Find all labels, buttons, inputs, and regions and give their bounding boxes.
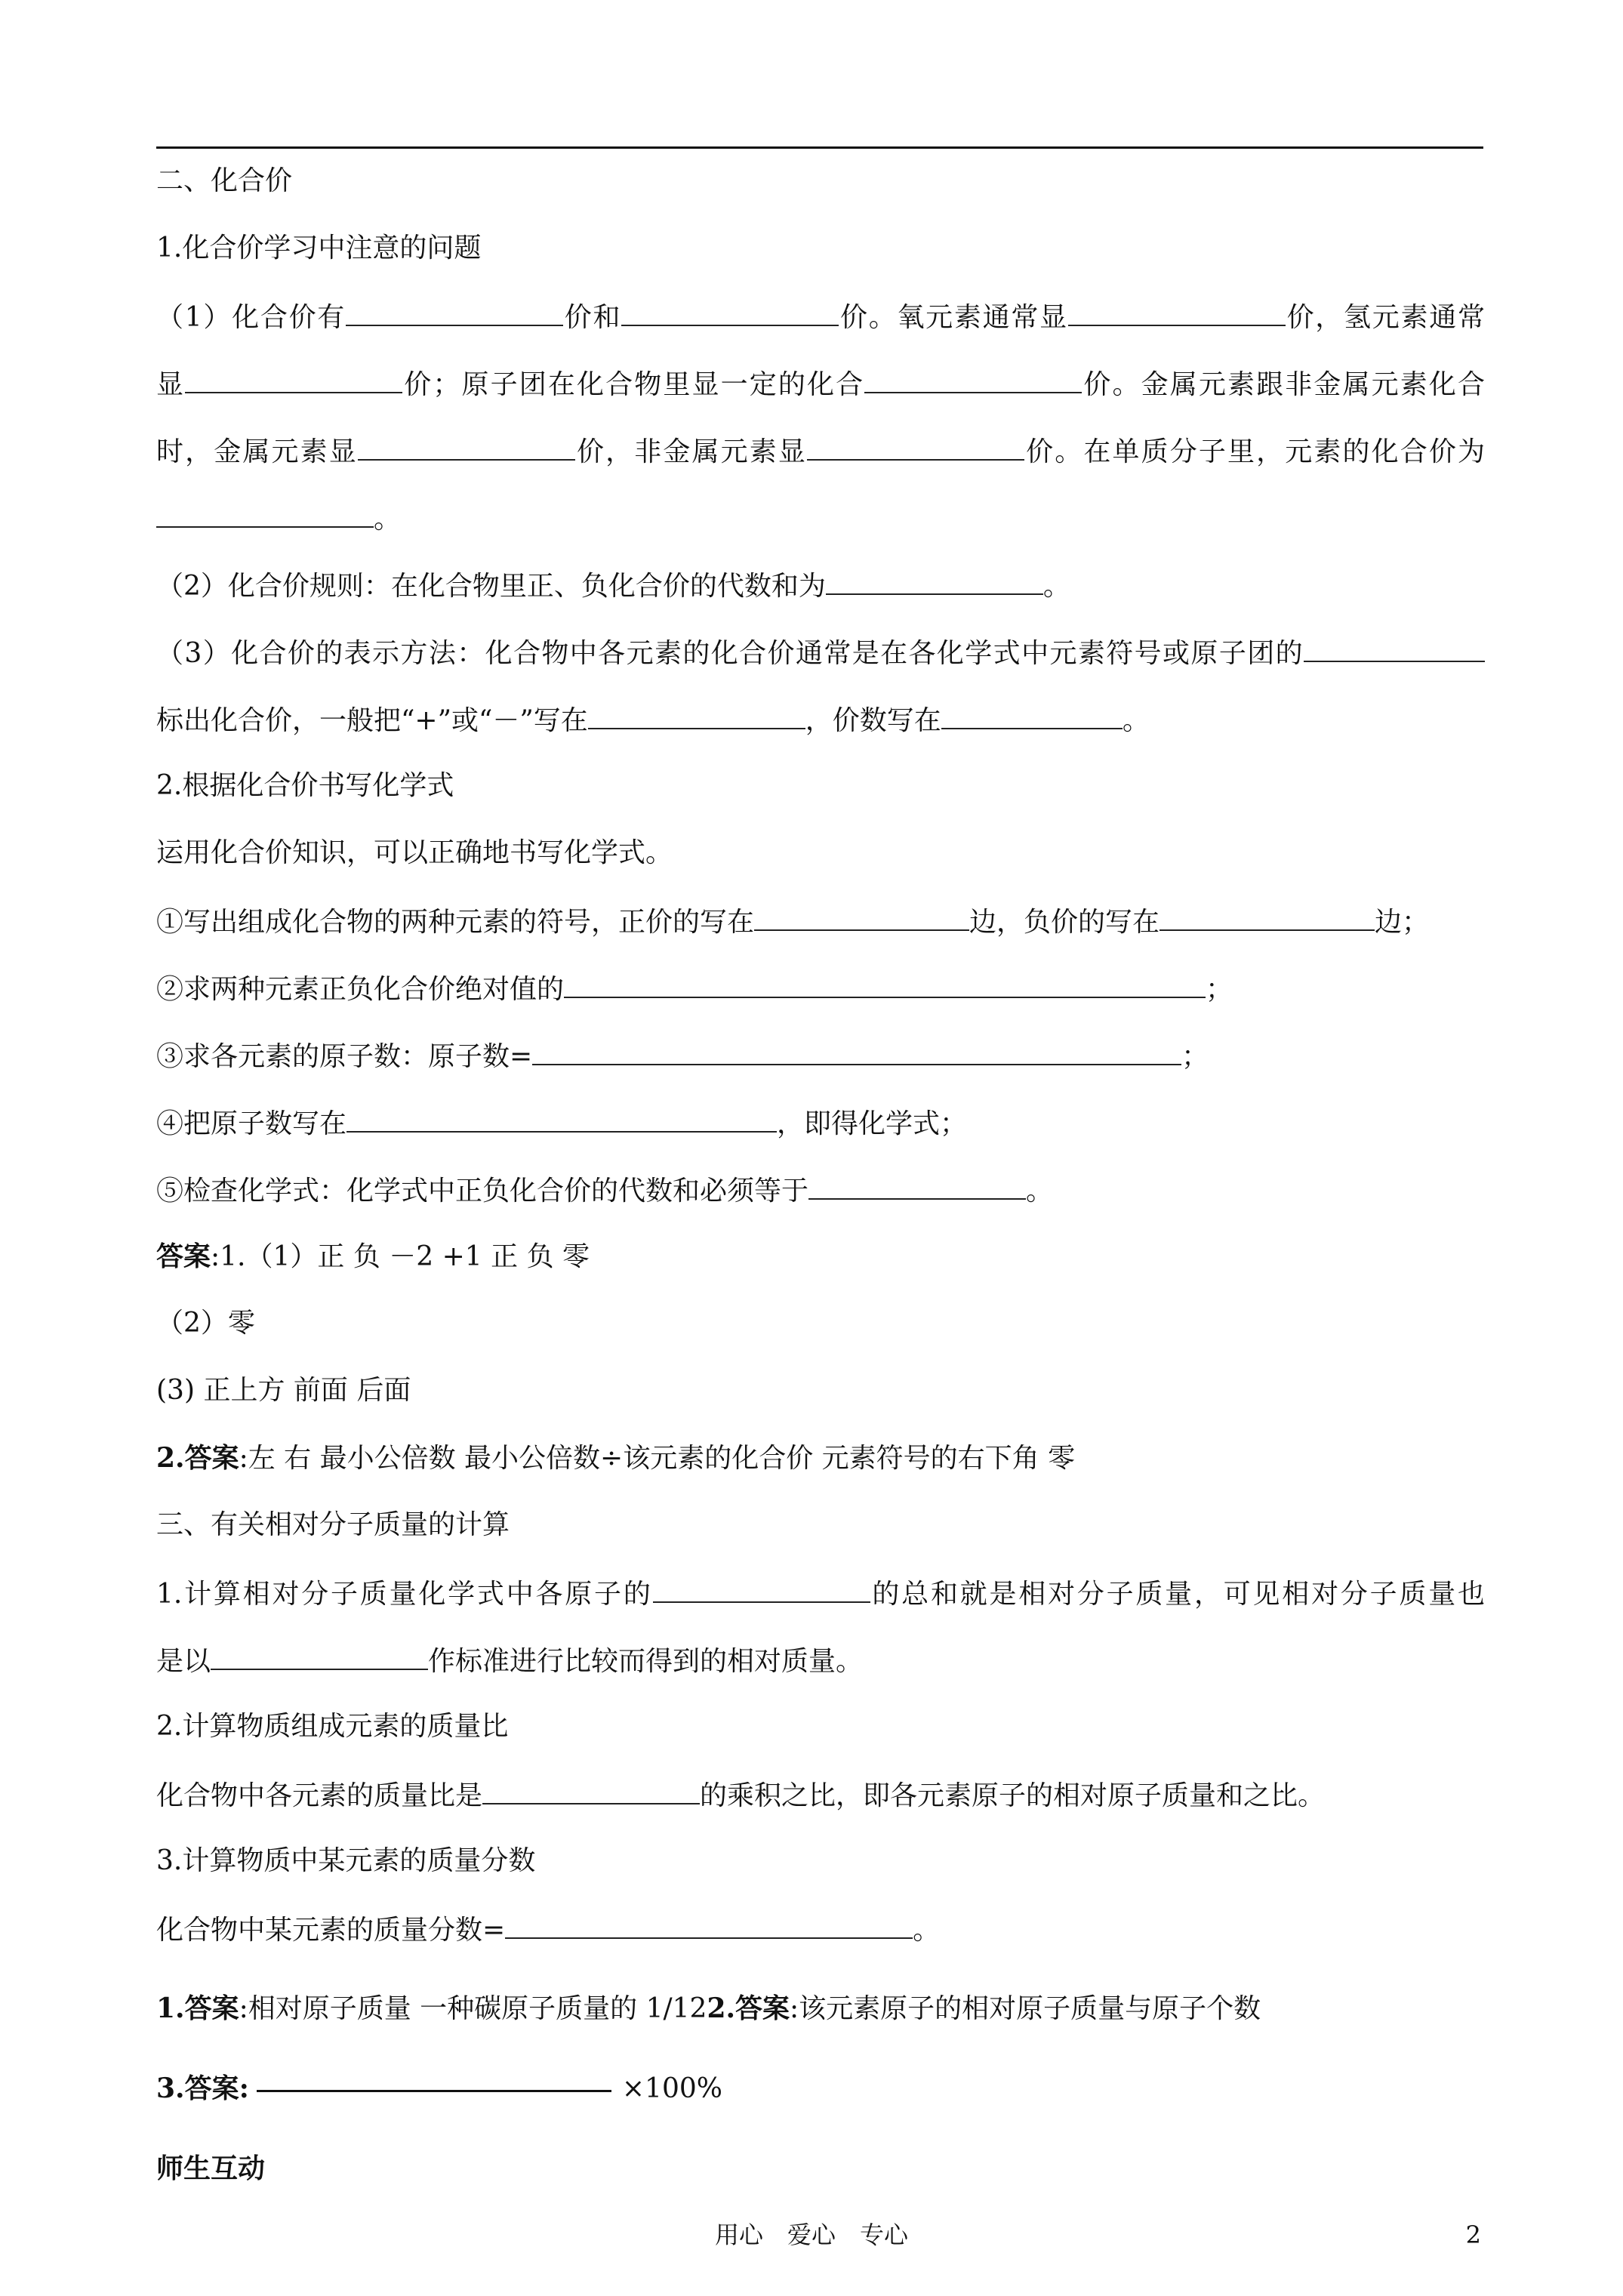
fill-blank — [346, 1105, 777, 1133]
fill-blank — [505, 1912, 913, 1939]
answer-line: （2）零 — [156, 1308, 255, 1339]
fill-blank — [564, 971, 1206, 998]
fill-blank — [1160, 904, 1375, 931]
fill-blank — [826, 568, 1043, 595]
paragraph-line: 时，金属元素显 价，非金属元素显 价。在单质分子里，元素的化合价为 — [156, 433, 1485, 467]
subsection-title: 2.根据化合价书写化学式 — [156, 770, 454, 801]
section-title-interaction: 师生互动 — [156, 2153, 266, 2184]
subsection-title: 2.计算物质组成元素的质量比 — [156, 1711, 509, 1742]
answer-line: 答案:1.（1）正 负 －2 +1 正 负 零 — [156, 1240, 590, 1272]
paragraph-line: 化合物中某元素的质量分数= 。 — [156, 1912, 1485, 1945]
fill-blank — [754, 904, 969, 931]
document-body — [156, 165, 1485, 2219]
header-rule — [156, 146, 1483, 149]
page-number: 2 — [1465, 2220, 1481, 2249]
step-line: ②求两种元素正负化合价绝对值的 ； — [156, 971, 1485, 1004]
subsection-title: 3.计算物质中某元素的质量分数 — [156, 1845, 536, 1876]
fill-blank — [808, 1173, 1026, 1200]
answer-line: 2.答案:左 右 最小公倍数 最小公倍数÷该元素的化合价 元素符号的右下角 零 — [156, 1442, 1076, 1474]
paragraph-line: （3）化合价的表示方法：化合物中各元素的化合价通常是在各化学式中元素符号或原子团的 — [156, 635, 1485, 668]
answer-line: (3) 正上方 前面 后面 — [156, 1375, 411, 1406]
section-title: 二、化合价 — [156, 165, 293, 196]
section-title: 三、有关相对分子质量的计算 — [156, 1509, 510, 1540]
answer-line: 3.答案: ×100% — [156, 2073, 722, 2104]
paragraph-line: 显 价；原子团在化合物里显一定的化合 价。金属元素跟非金属元素化合 — [156, 366, 1485, 399]
step-line: ④把原子数写在 ，即得化学式； — [156, 1105, 1485, 1139]
fill-blank — [185, 366, 402, 393]
paragraph-line: 运用化合价知识，可以正确地书写化学式。 — [156, 837, 673, 868]
fill-blank — [653, 1576, 870, 1603]
fill-blank — [941, 702, 1123, 729]
fill-blank — [482, 1777, 700, 1804]
fill-blank — [1304, 635, 1485, 662]
fill-blank — [588, 702, 805, 729]
footer-motto: 用心 爱心 专心 — [714, 2220, 908, 2249]
paragraph-line: （2）化合价规则：在化合物里正、负化合价的代数和为 。 — [156, 568, 1485, 601]
fill-blank — [1068, 299, 1286, 326]
step-line: ③求各元素的原子数：原子数= ； — [156, 1038, 1485, 1071]
paragraph-line: （1）化合价有 价和 价。氧元素通常显 价，氢元素通常 — [156, 299, 1485, 332]
paragraph-line: 。 — [156, 501, 1485, 534]
paragraph-line: 1.计算相对分子质量化学式中各原子的 的总和就是相对分子质量，可见相对分子质量也 — [156, 1576, 1485, 1609]
fill-blank — [807, 433, 1024, 461]
fill-blank — [211, 1643, 428, 1670]
fill-blank — [532, 1038, 1181, 1065]
step-line: ⑤检查化学式：化学式中正负化合价的代数和必须等于 。 — [156, 1173, 1485, 1206]
subsection-title: 1.化合价学习中注意的问题 — [156, 233, 482, 264]
fill-blank — [621, 299, 839, 326]
fill-blank — [864, 366, 1082, 393]
fill-blank — [156, 501, 374, 528]
answer-line: 1.答案:相对原子质量 一种碳原子质量的 1/122.答案:该元素原子的相对原子质量与原子个数 — [156, 1992, 1261, 2024]
fill-blank — [358, 433, 575, 461]
fraction-line — [257, 2090, 611, 2092]
paragraph-line: 标出化合价，一般把“+”或“－”写在 ，价数写在 。 — [156, 702, 1485, 735]
paragraph-line: 化合物中各元素的质量比是 的乘积之比，即各元素原子的相对原子质量和之比。 — [156, 1777, 1485, 1811]
step-line: ①写出组成化合物的两种元素的符号，正价的写在 边，负价的写在 边； — [156, 904, 1485, 937]
paragraph-line: 是以 作标准进行比较而得到的相对质量。 — [156, 1643, 1485, 1676]
fill-blank — [346, 299, 563, 326]
